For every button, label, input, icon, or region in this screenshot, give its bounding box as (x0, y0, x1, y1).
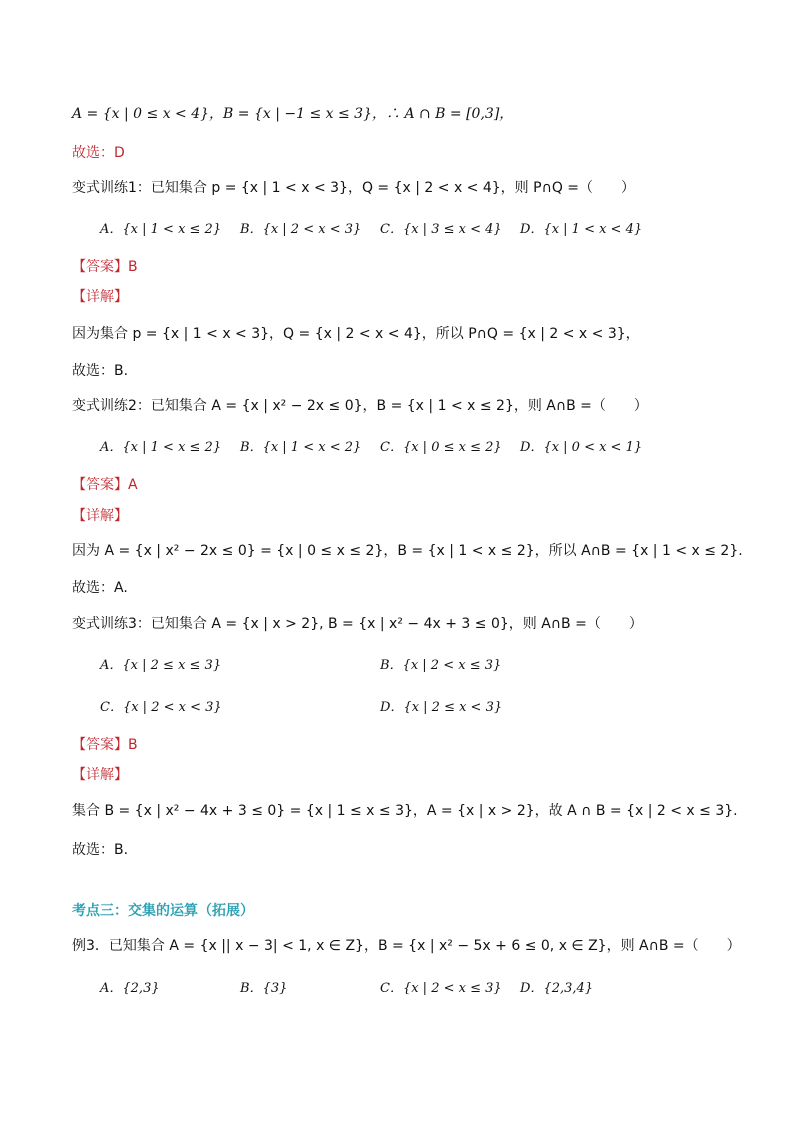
exercise-3-detail-label: 【详解】 (72, 767, 128, 783)
exercise-1-detail-label: 【详解】 (72, 289, 128, 305)
answer-choice-line: 故选：D (72, 145, 125, 161)
exercise-3-question: 变式训练3：已知集合 A = {x | x > 2}, B = {x | x² − 4x + 3 ≤ 0}，则 A∩B =（ ） (72, 616, 643, 632)
exercise-2-option-d: D．{x | 0 < x < 1} (520, 440, 643, 455)
example-3-option-b: B．{3} (240, 981, 288, 996)
exercise-2-option-b: B．{x | 1 < x < 2} (240, 440, 362, 455)
exercise-3-choice: 故选：B. (72, 842, 129, 858)
section-heading: 考点三：交集的运算（拓展） (72, 903, 254, 919)
exercise-1-option-a: A．{x | 1 < x ≤ 2} (100, 222, 222, 237)
exercise-1-detail: 因为集合 p = {x | 1 < x < 3}，Q = {x | 2 < x < 4}，所以 P∩Q = {x | 2 < x < 3}， (72, 326, 640, 342)
exercise-2-answer: 【答案】A (72, 477, 138, 493)
exercise-2-option-a: A．{x | 1 < x ≤ 2} (100, 440, 222, 455)
exercise-1-option-b: B．{x | 2 < x < 3} (240, 222, 362, 237)
exercise-1-answer: 【答案】B (72, 259, 138, 275)
exercise-1-option-c: C．{x | 3 ≤ x < 4} (380, 222, 502, 237)
solution-line-1: A = {x | 0 ≤ x < 4}，B = {x | −1 ≤ x ≤ 3}，∴ A ∩ B = [0,3]， (72, 106, 514, 122)
exercise-1-option-d: D．{x | 1 < x < 4} (520, 222, 643, 237)
exercise-1-choice: 故选：B. (72, 363, 129, 379)
example-3-question: 例3．已知集合 A = {x || x − 3| < 1, x ∈ Z}，B = {x | x² − 5x + 6 ≤ 0, x ∈ Z}，则 A∩B =（ ） (72, 938, 741, 954)
exercise-3-answer: 【答案】B (72, 737, 138, 753)
exercise-3-option-a: A．{x | 2 ≤ x ≤ 3} (100, 658, 222, 673)
exercise-3-detail: 集合 B = {x | x² − 4x + 3 ≤ 0} = {x | 1 ≤ x ≤ 3}，A = {x | x > 2}，故 A ∩ B = {x | 2 < x ≤ 3}. (72, 803, 738, 819)
example-3-option-a: A．{2,3} (100, 981, 160, 996)
example-3-option-d: D．{2,3,4} (520, 981, 594, 996)
exercise-1-question: 变式训练1：已知集合 p = {x | 1 < x < 3}，Q = {x | 2 < x < 4}，则 P∩Q =（ ） (72, 180, 636, 196)
exercise-2-detail: 因为 A = {x | x² − 2x ≤ 0} = {x | 0 ≤ x ≤ 2}，B = {x | 1 < x ≤ 2}，所以 A∩B = {x | 1 < x ≤ 2}. (72, 543, 743, 559)
exercise-2-detail-label: 【详解】 (72, 508, 128, 524)
exercise-2-option-c: C．{x | 0 ≤ x ≤ 2} (380, 440, 502, 455)
example-3-option-c: C．{x | 2 < x ≤ 3} (380, 981, 502, 996)
exercise-3-option-d: D．{x | 2 ≤ x < 3} (380, 700, 503, 715)
exercise-3-option-b: B．{x | 2 < x ≤ 3} (380, 658, 502, 673)
exercise-2-choice: 故选：A. (72, 580, 128, 596)
exercise-3-option-c: C．{x | 2 < x < 3} (100, 700, 222, 715)
exercise-2-question: 变式训练2：已知集合 A = {x | x² − 2x ≤ 0}，B = {x | 1 < x ≤ 2}，则 A∩B =（ ） (72, 398, 648, 414)
